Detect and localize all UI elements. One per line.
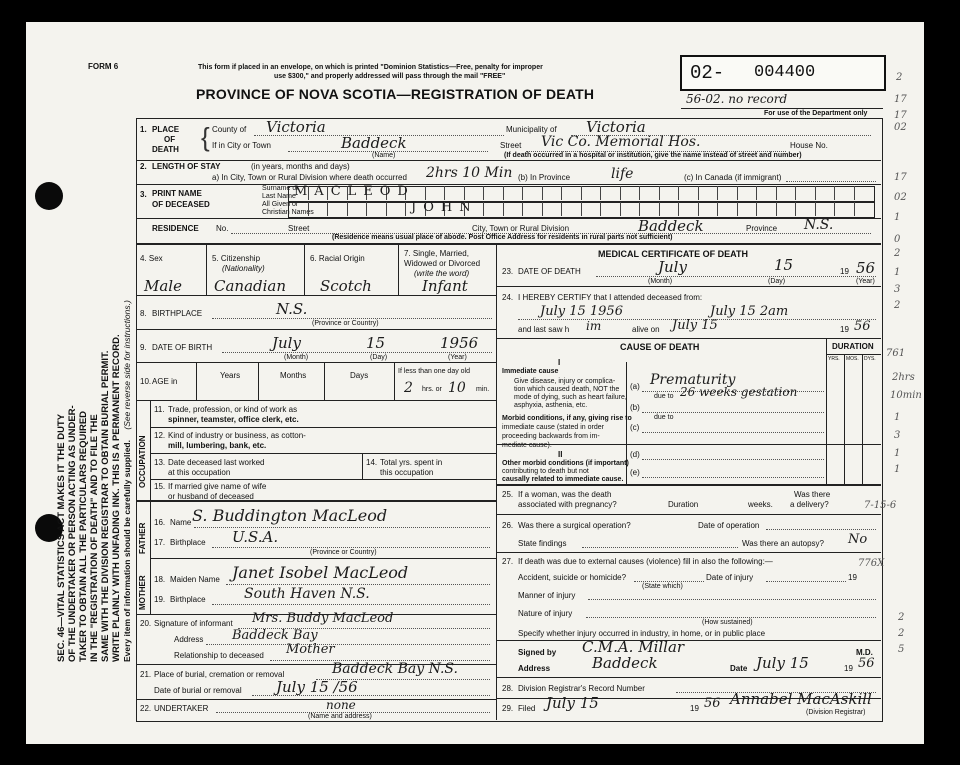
margin-note: 2: [894, 300, 901, 311]
letter-cell-divider: [698, 202, 699, 216]
name-label: PRINT NAME OF DECEASED: [152, 189, 210, 209]
cause-a: Prematurity: [650, 372, 736, 388]
dod-month: July: [658, 258, 687, 276]
margin-note: 1: [894, 412, 901, 423]
informant-signature: Mrs. Buddy MacLeod: [252, 611, 394, 626]
side-instruction-1: SEC. 46—VITAL STATISTICS ACT MAKES IT THE DUTY OF THE UNDERTAKER OR PERSON ACTING AS UNDER- TAKER TO OBTAIN ALL THE PARTICULARS REQUIRED IN THE "REGISTRATION OF DEATH" AND TO FILE THE SAME WITH THE DIVISION REGISTRAR TO OBTAIN BURIAL PERMIT. WRITE PLAINLY WITH UNFADING INK. THIS IS A PERMANENT RECORD.: [56, 334, 122, 662]
letter-cell-divider: [366, 202, 367, 216]
letter-cell-divider: [483, 202, 484, 216]
letter-cell-divider: [678, 202, 679, 216]
letter-cell-divider: [854, 186, 855, 200]
mail-notice-1: This form if placed in an envelope, on which is printed "Dominion Statistics—Free, penalty for improper: [198, 64, 543, 71]
letter-cell-divider: [600, 186, 601, 200]
letter-cell-divider: [776, 186, 777, 200]
letter-cell-divider: [659, 202, 660, 216]
dob-day: 15: [366, 334, 386, 352]
surname-value: MACLEOD: [294, 184, 415, 199]
cause-title: CAUSE OF DEATH: [620, 342, 700, 352]
letter-cell-divider: [795, 186, 796, 200]
county-value: Victoria: [266, 118, 326, 136]
duration-title: DURATION: [832, 342, 874, 351]
father-side-label: FATHER: [138, 522, 147, 554]
letter-cell-divider: [464, 186, 465, 200]
letter-cell-divider: [776, 202, 777, 216]
letter-cell-divider: [698, 186, 699, 200]
street-value: Vic Co. Memorial Hos.: [541, 134, 701, 150]
margin-note: 2: [898, 612, 905, 623]
racial-value: Scotch: [320, 277, 372, 295]
margin-note: 0: [894, 234, 901, 245]
mail-notice-2: use $300," and properly addressed will pass through the mail "FREE": [274, 73, 506, 80]
signed-date: July 15: [756, 654, 809, 672]
letter-cell-divider: [795, 202, 796, 216]
registration-number: 004400: [754, 63, 816, 82]
letter-cell-divider: [756, 202, 757, 216]
letter-cell-divider: [756, 186, 757, 200]
letter-cell-divider: [561, 186, 562, 200]
margin-note: 17: [894, 172, 907, 183]
margin-note: 2: [894, 248, 901, 259]
margin-note: 7-15-6: [864, 500, 897, 511]
birthplace-value: N.S.: [276, 300, 308, 318]
autopsy-value: No: [848, 532, 868, 547]
letter-cell-divider: [327, 202, 328, 216]
residence-label: RESIDENCE: [152, 224, 199, 233]
registration-prefix: 02-: [690, 62, 725, 84]
municipality-value: Victoria: [586, 118, 646, 136]
letter-cell-divider: [678, 186, 679, 200]
letter-cell-divider: [834, 186, 835, 200]
letter-cell-divider: [308, 202, 309, 216]
margin-note: 5: [898, 644, 905, 655]
letter-cell-divider: [581, 202, 582, 216]
margin-note: 1: [894, 464, 901, 475]
letter-cell-divider: [425, 186, 426, 200]
margin-note: 10min: [890, 390, 922, 401]
length-of-stay-label: LENGTH OF STAY: [152, 162, 221, 171]
letter-cell-divider: [834, 202, 835, 216]
form-number: FORM 6: [88, 62, 119, 71]
informant-relationship: Mother: [286, 642, 335, 657]
letter-cell-divider: [737, 202, 738, 216]
margin-note: 1: [894, 448, 901, 459]
letter-cell-divider: [815, 202, 816, 216]
margin-note: 761: [886, 348, 906, 359]
letter-cell-divider: [717, 202, 718, 216]
letter-cell-divider: [717, 186, 718, 200]
mother-side-label: MOTHER: [138, 575, 147, 610]
letter-cell-divider: [815, 186, 816, 200]
margin-note: 3: [894, 284, 901, 295]
last-saw-value: im: [586, 319, 602, 333]
dob-year: 1956: [440, 334, 479, 352]
side-instruction-2: Every item of information should be carefully supplied. (See reverse side for instructions.): [122, 300, 132, 662]
citizenship-value: Canadian: [214, 277, 287, 295]
letter-cell-divider: [542, 202, 543, 216]
letter-cell-divider: [737, 186, 738, 200]
letter-cell-divider: [405, 202, 406, 216]
register-note: 56-02. no record: [686, 92, 788, 106]
signer: C.M.A. Millar: [582, 638, 685, 656]
dod-year: 56: [856, 259, 876, 277]
letter-cell-divider: [600, 202, 601, 216]
letter-cell-divider: [620, 186, 621, 200]
letter-cell-divider: [444, 186, 445, 200]
letter-cell-divider: [581, 186, 582, 200]
burial-place: Baddeck Bay N.S.: [332, 661, 458, 677]
informant-address: Baddeck Bay: [232, 628, 318, 643]
filed-date: July 15: [546, 694, 599, 712]
stay-city-value: 2hrs 10 Min: [426, 165, 513, 181]
form-title: PROVINCE OF NOVA SCOTIA—REGISTRATION OF DEATH: [196, 86, 595, 102]
dod-day: 15: [774, 256, 794, 274]
alive-on-date: July 15: [672, 318, 718, 333]
margin-note: 1: [894, 212, 901, 223]
death-registration-form: SEC. 46—VITAL STATISTICS ACT MAKES IT THE DUTY OF THE UNDERTAKER OR PERSON ACTING AS UNDER- TAKER TO OBTAIN ALL THE PARTICULARS REQUIRED IN THE "REGISTRATION OF DEATH" AND TO FILE THE SAME WITH THE DIVISION REGISTRAR TO OBTAIN BURIAL PERMIT. WRITE PLAINLY WITH UNFADING INK. THIS IS A PERMANENT RECORD. Every item of information should be carefully supplied. (See reverse side for instructions.) FORM 6 This form if placed in an envelope, on which is printed "Dominion Statistics—Free, penalty for improper use $300," and properly addressed will pass through the mail "FREE" PROVINCE OF NOVA SCOTIA—REGISTRATION OF DEATH 02- 004400 56-02. no record For use of the Department only 1. PLACE OF DEATH { County of Victoria Municipality of Victoria If in City or Town Baddeck (Name) Street Vic Co. Memorial Hos. House No. (If death occurred in a hospital or institution, give the name instead of street and number) 2. LENGTH OF STAY (in years, months and days) a) In City, Town or Rural Division where death occurred 2hrs 10 Min (b) In Province life (c) In Canada (if immigrant) 3. PRINT NAME OF DECEASED Surname or Last Name All Given or Christian Names MACLEOD JOHN RESIDENCE No. Street City, Town or Rural Division Baddeck Province N.S. (Residence means usual place of abode. Post Office Address for residents in rural parts not sufficient) 4. Sex 5. Citizenship (Nationality) 6. Racial Origin 7. Single, Married, Widowed or Divorced (write the word) Male Canadian Scotch Infant 8. BIRTHPLACE N.S. (Province or Country) 9. DATE OF BIRTH July 15 1956 (Month) (Day) (Year) 10. AGE in Years Months Days If less than one day old 2 hrs. or 10 min. OCCUPATION 11. Trade, profession, or kind of work as spinner, teamster, office clerk, etc. 12. Kind of industry or business, as cotton- mill, lumbering, bank, etc. 13. Date deceased last worked at this occupation 14. Total yrs. spent in this occupation 15. If married give name of wife or husband of deceased FATHER MOTHER 16. Name S. Buddington MacLeod 17. Birthplace U.S.A. (Province or Country) 18. Maiden Name Janet Isobel MacLeod 19. Birthplace South Haven N.S. 20. Signature of informant Mrs. Buddy MacLeod Address Baddeck Bay Relationship to deceased Mother 21. Place of burial, cremation or removal Baddeck Bay N.S. Date of burial or removal July 15 /56 22. UNDERTAKER none (Name and address) MEDICAL CERTIFICATE OF DEATH 23. DATE OF DEATH July 15 19 56 (Month) (Day) (Year) 24. I HEREBY CERTIFY that I attended deceased from: July 15 1956 July 15 2am and last saw h im alive on July 15 19 56 CAUSE OF DEATH DURATION YRS. MOS. DYS. I Immediate cause Give disease, injury or complica- tion which caused death, NOT the mode of dying, such as heart failure, asphyxia, asthenia, etc. Morbid conditions, if any, giving rise to immediate cause (stated in order proceeding backwards from im- mediate cause). II Other morbid conditions (if important) contributing to death but not causally related to immediate cause. (a) Prematurity due to 26 weeks gestation (b) due to (c) (d) (e) 25. If a woman, was the death associated with pregnancy? Duration weeks. Was there a delivery? 26. Was there a surgical operation? Date of operation State findings Was there an autopsy? No 27. If death was due to external causes (violence) fill in also the following:— Accident, suicide or homicide? (State which) Date of injury 19 Manner of injury Nature of injury (How sustained) Specify whether injury occurred in industry, in home, or in public place Signed by C.M.A. Millar M.D. Address Baddeck Date July 15 19 56 28. Division Registrar's Record Number 29. Filed July 15 19 56 Annabel MacAskill (Division Registrar) 2 17 17 02 17 02 1 0 2 1 3 2 761 2hrs 10min 1 3 1 1 7-15-6 776X 2 2 5: [26, 22, 924, 744]
attended-from: July 15 1956: [540, 304, 623, 319]
letter-cell-divider: [854, 202, 855, 216]
letter-cell-divider: [503, 202, 504, 216]
age-hrs: 2: [404, 380, 413, 396]
father-birthplace: U.S.A.: [232, 528, 279, 546]
margin-note: 17: [894, 110, 907, 121]
marital-value: Infant: [422, 277, 468, 295]
letter-cell-divider: [639, 186, 640, 200]
margin-note: 2hrs: [892, 372, 915, 383]
margin-note: 2: [898, 628, 905, 639]
letter-cell-divider: [639, 202, 640, 216]
place-label: PLACE OF DEATH: [152, 125, 180, 154]
letter-cell-divider: [522, 202, 523, 216]
letter-cell-divider: [386, 202, 387, 216]
undertaker-value: none: [326, 698, 356, 712]
medical-title: MEDICAL CERTIFICATE OF DEATH: [598, 249, 748, 259]
sex-value: Male: [144, 277, 182, 295]
margin-note: 776X: [858, 558, 885, 569]
registrar-signature: Annabel MacAskill: [730, 690, 872, 708]
margin-note: 02: [894, 192, 907, 203]
letter-cell-divider: [503, 186, 504, 200]
margin-note: 1: [894, 267, 901, 278]
attended-to: July 15 2am: [710, 304, 789, 319]
given-value: JOHN: [411, 200, 478, 215]
occupation-side-label: OCCUPATION: [138, 435, 147, 488]
letter-cell-divider: [620, 202, 621, 216]
letter-cell-divider: [347, 202, 348, 216]
margin-note: 17: [894, 94, 907, 105]
letter-cell-divider: [483, 186, 484, 200]
margin-note: 02: [894, 122, 907, 133]
margin-note: 3: [894, 430, 901, 441]
mother-birthplace: South Haven N.S.: [244, 586, 370, 602]
stay-province-value: life: [611, 166, 634, 182]
residence-city: Baddeck: [638, 217, 704, 235]
mother-name: Janet Isobel MacLeod: [232, 563, 409, 582]
letter-cell-divider: [542, 186, 543, 200]
age-mins: 10: [448, 380, 466, 396]
residence-province: N.S.: [804, 217, 834, 233]
letter-cell-divider: [561, 202, 562, 216]
cause-b: 26 weeks gestation: [680, 385, 798, 399]
signer-address: Baddeck: [592, 654, 658, 672]
department-use: For use of the Department only: [764, 110, 868, 117]
registration-number-box: [680, 55, 886, 91]
burial-date: July 15 /56: [276, 678, 358, 696]
letter-cell-divider: [522, 186, 523, 200]
city-value: Baddeck: [341, 134, 407, 152]
father-name: S. Buddington MacLeod: [192, 506, 388, 525]
letter-cell-divider: [659, 186, 660, 200]
dob-month: July: [272, 334, 301, 352]
margin-note: 2: [896, 72, 903, 83]
punch-hole: [35, 182, 63, 210]
